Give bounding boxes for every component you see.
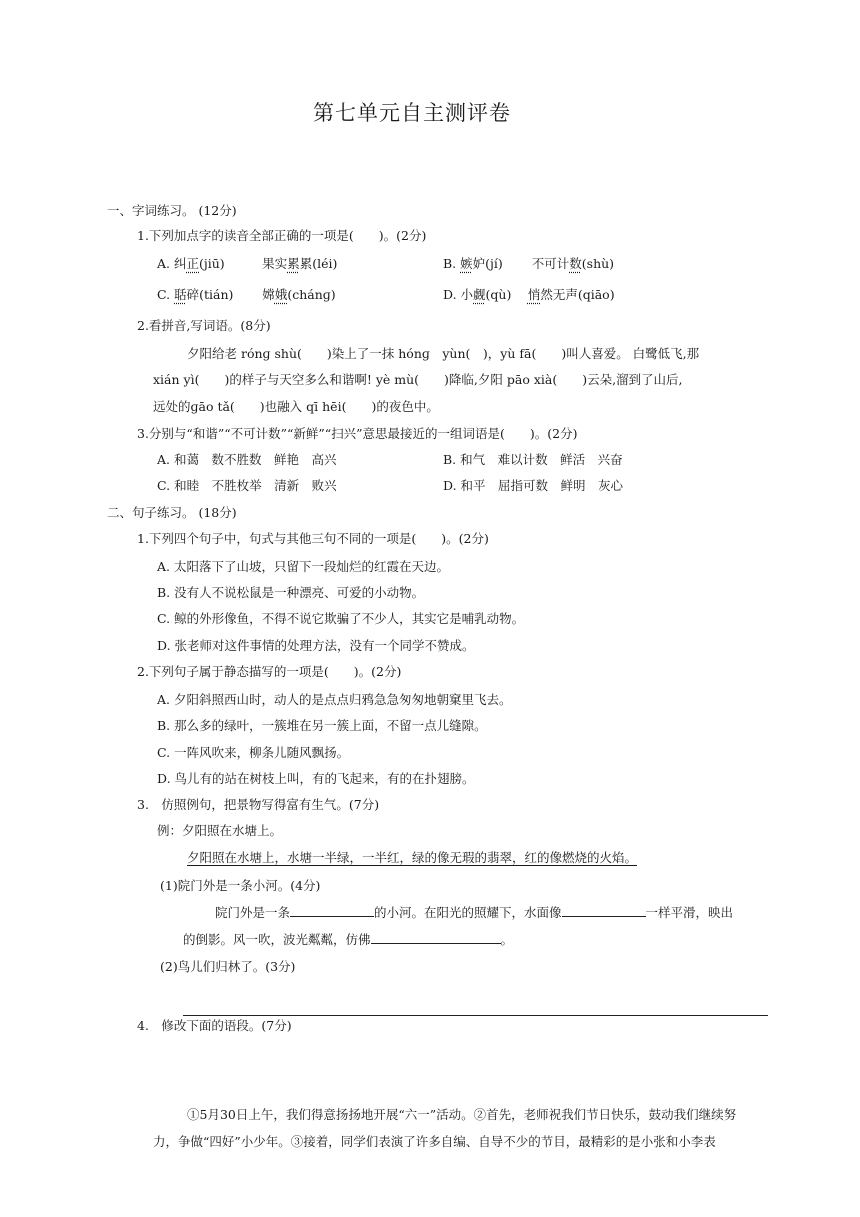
question-1-2-line-3: 远处的ɡāo tǎ( )也融入 qī hēi( )的夜色中。: [153, 399, 439, 414]
question-1-3-option-c: C. 和睦 不胜枚举 清新 败兴: [157, 478, 337, 493]
question-1-3-option-a: A. 和蔼 数不胜数 鲜艳 高兴: [157, 452, 337, 467]
fill-text-4: 的倒影。风一吹，波光粼粼，仿佛: [183, 932, 371, 947]
question-2-1-option-a: A. 太阳落下了山坡，只留下一段灿烂的红霞在天边。: [157, 559, 449, 574]
answer-blank-1[interactable]: [290, 904, 374, 917]
question-1-1-option-d: D. 小觑(qù) 悄然无声(qiāo): [443, 287, 615, 302]
fill-text-5: 。: [500, 932, 514, 947]
paragraph-line-2: 力，争做“四好”小少年。③接着，同学们表演了许多自编、自导不少的节目，最精彩的是小张和小李表: [153, 1134, 716, 1149]
question-2-3-stem: 3. 仿照例句，把景物写得富有生气。(7分): [137, 797, 380, 812]
question-2-1-option-b: B. 没有人不说松鼠是一种漂亮、可爱的小动物。: [157, 585, 425, 600]
question-2-2-option-b: B. 那么多的绿叶，一簇堆在另一簇上面，不留一点儿缝隙。: [157, 718, 487, 733]
question-2-1-option-d: D. 张老师对这件事情的处理方法，没有一个同学不赞成。: [157, 638, 475, 653]
fill-text-2: 的小河。在阳光的照耀下，水面像: [374, 905, 562, 920]
answer-blank-2[interactable]: [562, 904, 646, 917]
answer-blank-3[interactable]: [371, 931, 501, 944]
fill-text-1: 院门外是一条: [215, 905, 291, 920]
question-2-2-option-c: C. 一阵风吹来，柳条儿随风飘扬。: [157, 745, 350, 760]
question-2-2-option-d: D. 鸟儿有的站在树枝上叫，有的飞起来，有的在扑翅膀。: [157, 771, 475, 786]
question-1-1-stem: 1.下列加点字的读音全部正确的一项是( )。(2分): [137, 228, 427, 243]
question-1-2-stem: 2.看拼音,写词语。(8分): [137, 318, 271, 333]
question-1-3-stem: 3.分别与“和谐”“不可计数”“新鲜”“扫兴”意思最接近的一组词语是( )。(2分): [137, 426, 578, 441]
section-heading-1: 一、字词练习。 (12分): [107, 203, 237, 218]
question-2-3-sub-2: (2)鸟儿们归林了。(3分): [160, 959, 296, 974]
question-1-1-option-b: B. 嫉妒(jí) 不可计数(shù): [443, 256, 615, 271]
question-2-3-sub-1: (1)院门外是一条小河。(4分): [160, 878, 321, 893]
question-1-1-option-c: C. 聒碎(tián) 嫦娥(chánɡ): [157, 287, 336, 302]
question-1-2-line-1: 夕阳给老 rónɡ shù( )染上了一抹 hónɡ yùn( )，yù fā( )叫人喜爱。 白鹭低飞,那: [187, 346, 700, 361]
question-1-3-option-b: B. 和气 难以计数 鲜活 兴奋: [443, 452, 623, 467]
question-2-4-stem: 4. 修改下面的语段。(7分): [137, 1018, 292, 1033]
fill-text-3: 一样平滑，映出: [645, 905, 734, 920]
question-2-2-option-a: A. 夕阳斜照西山时，动人的是点点归鸦急急匆匆地朝窠里飞去。: [157, 692, 512, 707]
question-2-3-example-label: 例：夕阳照在水塘上。: [157, 823, 283, 838]
page-title: 第七单元自主测评卷: [313, 101, 511, 125]
question-2-1-option-c: C. 鲸的外形像鱼，不得不说它欺骗了不少人，其实它是哺乳动物。: [157, 611, 525, 626]
question-2-2-stem: 2.下列句子属于静态描写的一项是( )。(2分): [137, 664, 402, 679]
question-2-3-example-answer: 夕阳照在水塘上，水塘一半绿，一半红，绿的像无瑕的翡翠，红的像燃烧的火焰。: [187, 850, 638, 865]
question-2-1-stem: 1.下列四个句子中，句式与其他三句不同的一项是( )。(2分): [137, 531, 489, 546]
question-1-3-option-d: D. 和平 屈指可数 鲜明 灰心: [443, 478, 624, 493]
question-2-3-sub-1-line-1: [215, 903, 733, 921]
question-1-1-option-a: A. 纠正(jiū) 果实累累(léi): [157, 256, 338, 271]
paragraph-line-1: ①5月30日上午，我们得意扬扬地开展“六一”活动。②首先，老师祝我们节日快乐，鼓动我们继续努: [187, 1107, 737, 1122]
section-heading-2: 二、句子练习。 (18分): [107, 505, 237, 520]
question-2-3-sub-1-line-2: [183, 930, 513, 948]
question-1-2-line-2: xián yì( )的样子与天空多么和谐啊! yè mù( )降临,夕阳 pāo xià( )云朵,溜到了山后,: [153, 372, 683, 387]
